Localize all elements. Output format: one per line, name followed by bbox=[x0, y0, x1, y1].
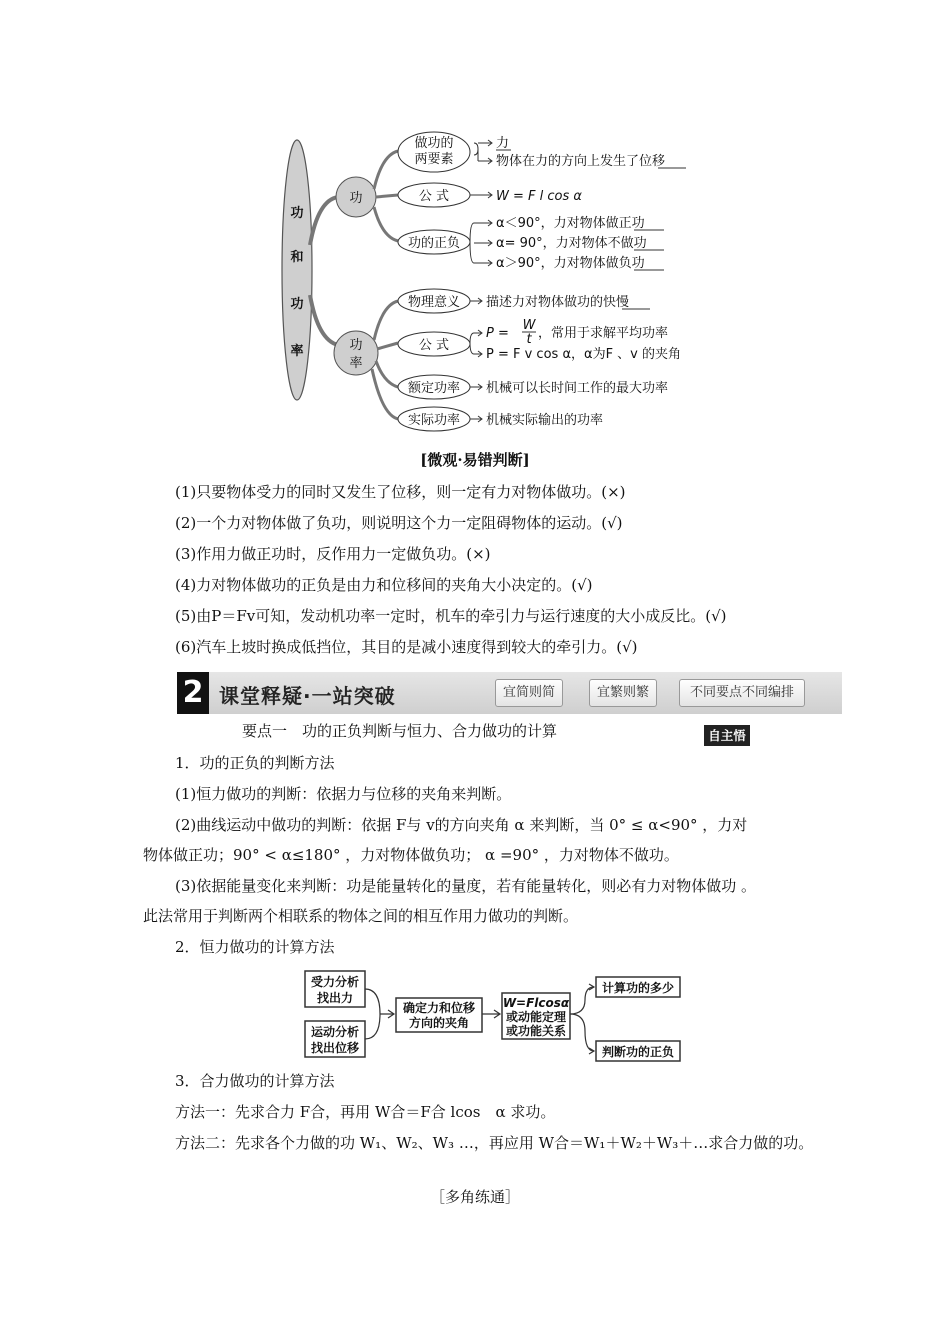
key-point-title: 要点一 功的正负判断与恒力、合力做功的计算 bbox=[242, 722, 558, 740]
method-energy-line1: (3)依据能量变化来判断：功是能量转化的量度，若有能量转化，则必有力对物体做功 。 bbox=[175, 877, 757, 895]
method-heading-2: 2．恒力做功的计算方法 bbox=[175, 938, 335, 956]
svg-text:方向的夹角: 方向的夹角 bbox=[408, 1016, 470, 1030]
svg-text:实际功率: 实际功率 bbox=[407, 413, 461, 428]
work-calc-flowchart bbox=[300, 965, 690, 1065]
svg-text:额定功率: 额定功率 bbox=[407, 381, 461, 396]
power-formula-denominator: t bbox=[526, 332, 532, 347]
simple-button[interactable]: 宜简则简 bbox=[495, 679, 563, 707]
work-formula: W = F l cos α bbox=[496, 189, 582, 204]
rated-power-desc: 机械可以长时间工作的最大功率 bbox=[486, 381, 669, 396]
power-meaning: 描述力对物体做功的快慢 bbox=[486, 295, 630, 310]
judge-item-4: (4)力对物体做功的正负是由力和位移间的夹角大小决定的。(√) bbox=[175, 576, 593, 594]
practice-heading: ［多角练通］ bbox=[429, 1188, 520, 1206]
method-curve-line1: (2)曲线运动中做功的判断：依据 F与 v的方向夹角 α 来判断，当 0° ≤ α<90° ，力对 bbox=[175, 816, 748, 834]
svg-text:运动分析: 运动分析 bbox=[310, 1025, 360, 1039]
svg-text:或动能定理: 或动能定理 bbox=[505, 1010, 567, 1024]
detailed-button[interactable]: 宜繁则繁 bbox=[589, 679, 657, 707]
power-formula-instant: P = F v cos α，α为F 、v 的夹角 bbox=[486, 347, 682, 362]
judge-heading: [微观·易错判断] bbox=[420, 451, 530, 469]
power-formula-numerator: W bbox=[522, 318, 536, 333]
root-char-3: 功 bbox=[290, 297, 304, 312]
self-study-tag: 自主悟透型 bbox=[704, 725, 750, 746]
sign-positive: α＜90°，力对物体做正功 bbox=[496, 216, 645, 231]
power-formula-average: ，常用于求解平均功率 bbox=[538, 326, 669, 341]
section-number: 2 bbox=[177, 672, 209, 714]
svg-text:功的正负: 功的正负 bbox=[407, 236, 461, 251]
svg-text:率: 率 bbox=[349, 356, 363, 371]
svg-text:W=Flcosα: W=Flcosα bbox=[502, 996, 570, 1010]
method-one: 方法一：先求合力 F合，再用 W合＝F合 lcos α 求功。 bbox=[175, 1103, 556, 1121]
svg-text:功: 功 bbox=[349, 191, 363, 206]
svg-text:找出位移: 找出位移 bbox=[310, 1041, 360, 1055]
method-constant-force: (1)恒力做功的判断：依据力与位移的夹角来判断。 bbox=[175, 785, 512, 803]
root-char-1: 功 bbox=[290, 206, 304, 221]
svg-text:公 式: 公 式 bbox=[418, 338, 450, 353]
method-two: 方法二：先求各个力做的功 W₁、W₂、W₃ …，再应用 W合＝W₁＋W₂＋W₃＋…求合力做的功。 bbox=[175, 1134, 814, 1152]
element-force: 力 bbox=[496, 136, 510, 151]
svg-text:或功能关系: 或功能关系 bbox=[505, 1024, 567, 1038]
svg-text:两要素: 两要素 bbox=[414, 152, 454, 167]
svg-text:计算功的多少: 计算功的多少 bbox=[601, 981, 675, 995]
section-banner bbox=[177, 672, 842, 714]
svg-text:受力分析: 受力分析 bbox=[310, 975, 360, 989]
sign-zero: α= 90°，力对物体不做功 bbox=[496, 236, 647, 251]
method-heading-1: 1．功的正负的判断方法 bbox=[175, 754, 335, 772]
svg-text:判断功的正负: 判断功的正负 bbox=[601, 1045, 675, 1059]
svg-text:找出力: 找出力 bbox=[316, 991, 354, 1005]
varied-layout-button[interactable]: 不同要点不同编排 bbox=[679, 679, 805, 707]
judge-item-3: (3)作用力做正功时，反作用力一定做负功。(×) bbox=[175, 545, 491, 563]
svg-text:做功的: 做功的 bbox=[414, 136, 454, 151]
judge-item-5: (5)由P＝Fv可知，发动机功率一定时，机车的牵引力与运行速度的大小成反比。(√) bbox=[175, 607, 727, 625]
svg-text:确定力和位移: 确定力和位移 bbox=[402, 1001, 476, 1015]
work-power-mindmap bbox=[270, 125, 720, 440]
sign-negative: α＞90°，力对物体做负功 bbox=[496, 256, 645, 271]
power-formula-p: P = bbox=[486, 326, 509, 341]
section-title: 课堂释疑·一站突破 bbox=[219, 684, 396, 708]
svg-text:公 式: 公 式 bbox=[418, 189, 450, 204]
svg-text:功: 功 bbox=[349, 338, 363, 353]
root-char-4: 率 bbox=[290, 344, 304, 359]
actual-power-desc: 机械实际输出的功率 bbox=[486, 413, 604, 428]
svg-text:物理意义: 物理意义 bbox=[407, 295, 461, 310]
judge-item-1: (1)只要物体受力的同时又发生了位移，则一定有力对物体做功。(×) bbox=[175, 483, 626, 501]
root-char-2: 和 bbox=[290, 250, 304, 265]
judge-item-6: (6)汽车上坡时换成低挡位，其目的是减小速度得到较大的牵引力。(√) bbox=[175, 638, 638, 656]
root-node bbox=[282, 140, 312, 400]
element-displacement: 物体在力的方向上发生了位移 bbox=[496, 154, 666, 169]
method-heading-3: 3．合力做功的计算方法 bbox=[175, 1072, 335, 1090]
judge-item-2: (2)一个力对物体做了负功，则说明这个力一定阻碍物体的运动。(√) bbox=[175, 514, 623, 532]
method-energy-line2: 此法常用于判断两个相联系的物体之间的相互作用力做功的判断。 bbox=[143, 907, 579, 925]
method-curve-line2: 物体做正功；90° < α≤180° ，力对物体做负功； α =90° ，力对物体不做功。 bbox=[143, 846, 679, 864]
